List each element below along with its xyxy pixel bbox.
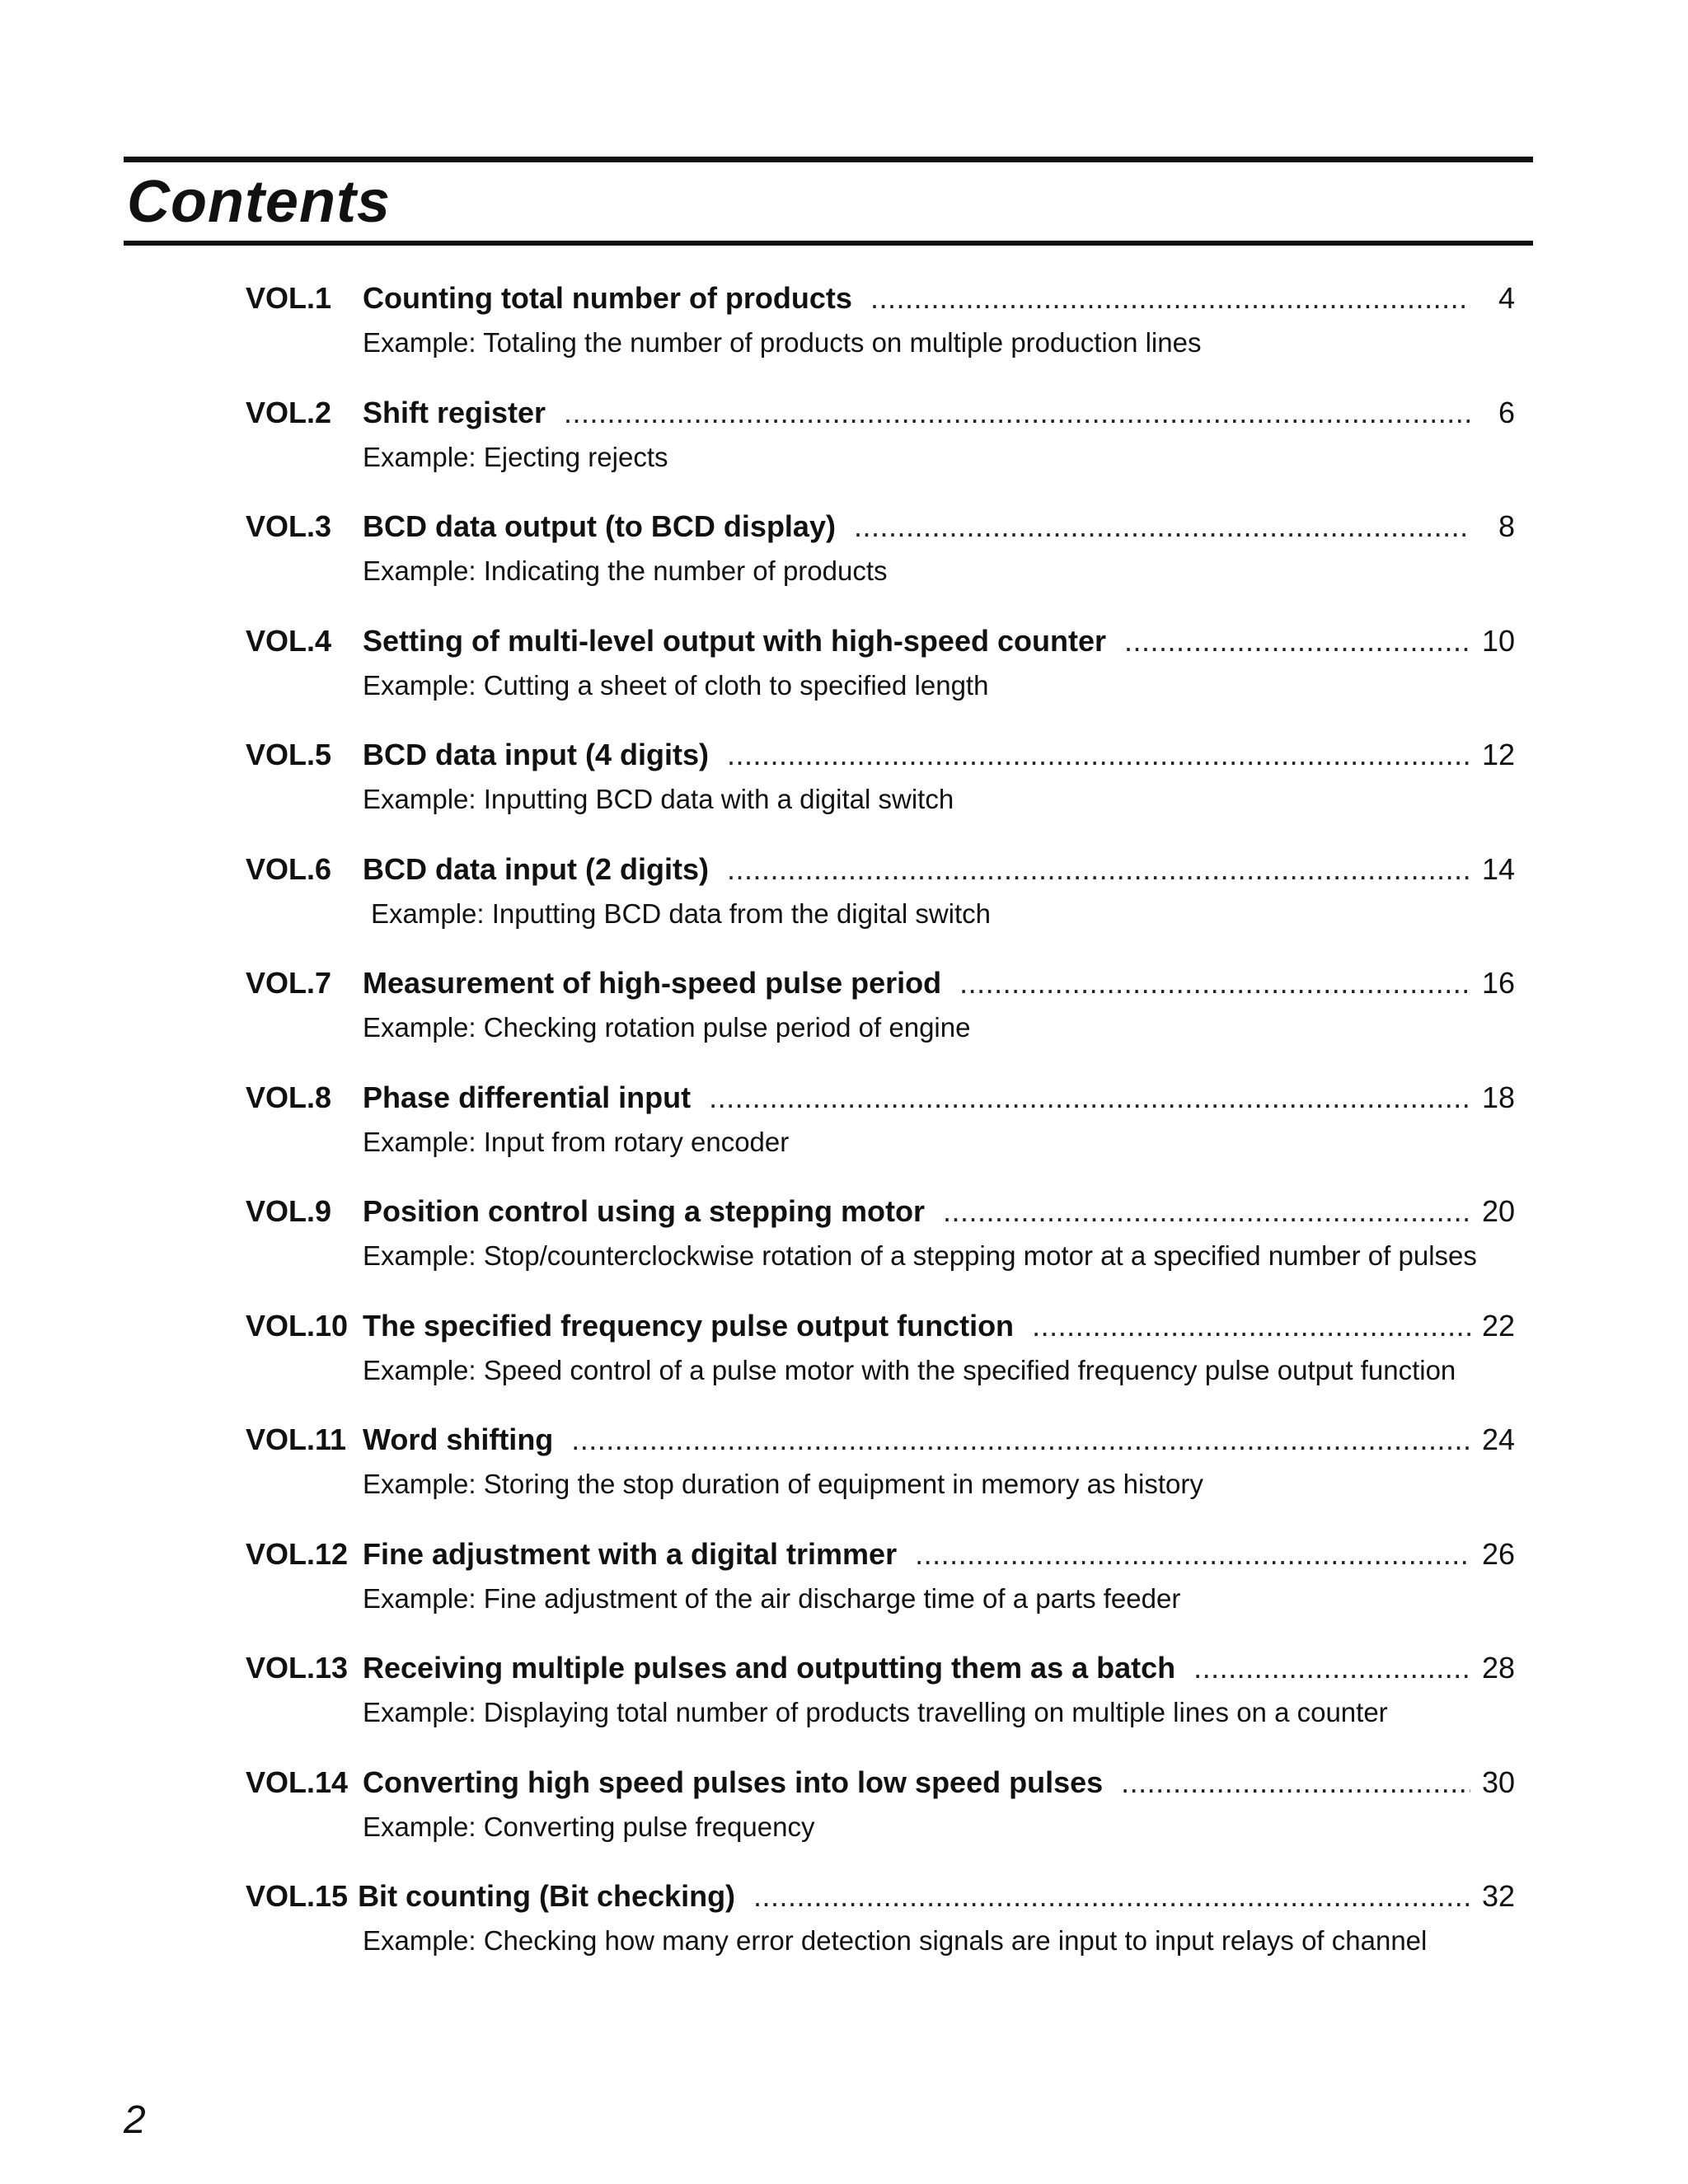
dot-leader <box>870 280 1470 316</box>
toc-entry[interactable] <box>246 1878 1515 1993</box>
toc-entry-volume: VOL.7 <box>246 966 332 1000</box>
toc-entry-line <box>246 280 1515 316</box>
toc-entry-title: BCD data input (4 digits) <box>363 738 709 771</box>
toc-entry-page: 24 <box>1481 1422 1515 1456</box>
toc-entry-title: Converting high speed pulses into low speed pulses <box>363 1765 1104 1799</box>
toc-entry-volume: VOL.9 <box>246 1194 332 1228</box>
toc-entry-line <box>246 851 1515 888</box>
page-title: Contents <box>127 169 391 235</box>
toc-entry-page: 16 <box>1481 966 1515 1000</box>
toc-entry-example: Example: Stop/counterclockwise rotation of a stepping motor at a specified number of pulses <box>363 1240 1477 1271</box>
toc-entry[interactable] <box>246 965 1515 1080</box>
toc-entry-volume: VOL.13 <box>246 1651 349 1685</box>
toc-entry[interactable] <box>246 851 1515 966</box>
dot-leader <box>727 737 1470 773</box>
toc-entry-title: BCD data output (to BCD display) <box>363 509 836 543</box>
toc-entry-page: 30 <box>1481 1765 1515 1799</box>
toc-entry-example: Example: Checking how many error detection signals are input to input relays of channel <box>363 1925 1428 1956</box>
toc-entry-line <box>246 965 1515 1001</box>
dot-leader <box>727 851 1470 888</box>
toc-entry-example: Example: Speed control of a pulse motor with the specified frequency pulse output function <box>363 1354 1456 1385</box>
dot-leader <box>1032 1308 1470 1344</box>
toc-entry-title: Measurement of high-speed pulse period <box>363 966 942 1000</box>
dot-leader <box>571 1422 1470 1458</box>
toc-entry-title: Receiving multiple pulses and outputting them as a batch <box>363 1651 1176 1685</box>
toc-entry[interactable] <box>246 1080 1515 1194</box>
toc-entry-title: The specified frequency pulse output function <box>363 1308 1015 1343</box>
toc-entry-page: 8 <box>1498 509 1515 543</box>
toc-entry-example: Example: Ejecting rejects <box>363 441 668 472</box>
toc-entry-line <box>246 1765 1515 1801</box>
toc-entry-volume: VOL.10 <box>246 1308 349 1343</box>
toc-entry-volume: VOL.14 <box>246 1765 349 1799</box>
toc-entry-volume: VOL.1 <box>246 281 332 315</box>
toc-entry[interactable] <box>246 1650 1515 1765</box>
toc-entry-example: Example: Inputting BCD data with a digital switch <box>363 784 954 814</box>
toc-entry-volume: VOL.12 <box>246 1536 349 1571</box>
toc-entry-example: Example: Totaling the number of products on multiple production lines <box>363 327 1202 358</box>
toc-entry-page: 26 <box>1481 1536 1515 1571</box>
toc-entry-line <box>246 1536 1515 1572</box>
toc-entry[interactable] <box>246 1193 1515 1308</box>
toc-entry-example: Example: Input from rotary encoder <box>363 1126 790 1157</box>
table-of-contents <box>246 280 1515 1993</box>
toc-entry-page: 12 <box>1481 738 1515 771</box>
toc-entry-title: Phase differential input <box>363 1080 692 1114</box>
toc-entry-volume: VOL.4 <box>246 623 332 658</box>
toc-entry-example: Example: Converting pulse frequency <box>363 1811 815 1842</box>
dot-leader <box>915 1536 1470 1572</box>
toc-entry-title: Counting total number of products <box>363 281 852 315</box>
toc-entry[interactable] <box>246 1422 1515 1536</box>
dot-leader <box>709 1080 1470 1116</box>
toc-entry-example: Example: Fine adjustment of the air discharge time of a parts feeder <box>363 1582 1181 1614</box>
toc-entry-title: Fine adjustment with a digital trimmer <box>363 1536 898 1571</box>
toc-entry-line <box>246 623 1515 659</box>
toc-entry-line <box>246 1422 1515 1458</box>
dot-leader <box>564 395 1470 431</box>
toc-entry[interactable] <box>246 1765 1515 1879</box>
toc-entry-line <box>246 395 1515 431</box>
toc-entry-example: Example: Displaying total number of products travelling on multiple lines on a counter <box>363 1697 1388 1727</box>
toc-entry-title: Word shifting <box>363 1422 554 1456</box>
toc-entry-example: Example: Inputting BCD data from the digital switch <box>371 898 992 929</box>
dot-leader <box>753 1878 1470 1915</box>
toc-entry-volume: VOL.6 <box>246 851 332 886</box>
toc-entry-line <box>246 1080 1515 1116</box>
toc-entry-page: 22 <box>1481 1308 1515 1343</box>
dot-leader <box>1121 1765 1470 1801</box>
toc-entry-title: Setting of multi-level output with high-speed counter <box>363 623 1106 658</box>
toc-entry-volume: VOL.2 <box>246 395 332 429</box>
toc-entry-title: Shift register <box>363 395 546 429</box>
toc-entry-line <box>246 1650 1515 1686</box>
toc-entry-page: 4 <box>1498 281 1515 315</box>
toc-entry-line <box>246 1308 1515 1344</box>
toc-entry-line <box>246 737 1515 773</box>
toc-entry-volume: VOL.5 <box>246 738 332 771</box>
toc-entry-example: Example: Storing the stop duration of equipment in memory as history <box>363 1469 1203 1499</box>
toc-entry-page: 18 <box>1481 1080 1515 1114</box>
dot-leader <box>854 509 1470 545</box>
toc-entry-page: 14 <box>1481 851 1515 886</box>
toc-entry[interactable] <box>246 1536 1515 1651</box>
toc-entry[interactable] <box>246 1308 1515 1422</box>
toc-entry-page: 28 <box>1481 1651 1515 1685</box>
toc-entry[interactable] <box>246 395 1515 509</box>
toc-entry-line <box>246 1193 1515 1230</box>
toc-entry-volume: VOL.3 <box>246 509 332 543</box>
dot-leader <box>943 1193 1470 1230</box>
toc-entry-title: BCD data input (2 digits) <box>363 851 709 886</box>
toc-entry-example: Example: Cutting a sheet of cloth to specified length <box>363 669 989 701</box>
dot-leader <box>1193 1650 1470 1686</box>
toc-entry-title: Bit counting (Bit checking) <box>358 1879 736 1913</box>
toc-entry-title: Position control using a stepping motor <box>363 1194 925 1228</box>
toc-entry-page: 6 <box>1498 395 1515 429</box>
toc-entry-page: 20 <box>1481 1194 1515 1228</box>
toc-entry[interactable] <box>246 623 1515 738</box>
toc-entry-page: 10 <box>1481 623 1515 658</box>
toc-entry[interactable] <box>246 280 1515 395</box>
toc-entry-volume: VOL.8 <box>246 1080 332 1114</box>
contents-header <box>124 157 1533 246</box>
dot-leader <box>959 965 1470 1001</box>
toc-entry-volume: VOL.11 <box>246 1422 347 1456</box>
toc-entry-example: Example: Checking rotation pulse period of engine <box>363 1012 971 1043</box>
toc-entry-line <box>246 1878 1515 1915</box>
toc-entry-volume: VOL.15 <box>246 1879 349 1913</box>
toc-entry-page: 32 <box>1481 1879 1515 1913</box>
toc-entry-example: Example: Indicating the number of products <box>363 555 888 586</box>
toc-entry-line <box>246 509 1515 545</box>
page-number: 2 <box>124 2098 146 2142</box>
dot-leader <box>1124 623 1470 659</box>
toc-entry[interactable] <box>246 737 1515 851</box>
toc-entry[interactable] <box>246 509 1515 623</box>
